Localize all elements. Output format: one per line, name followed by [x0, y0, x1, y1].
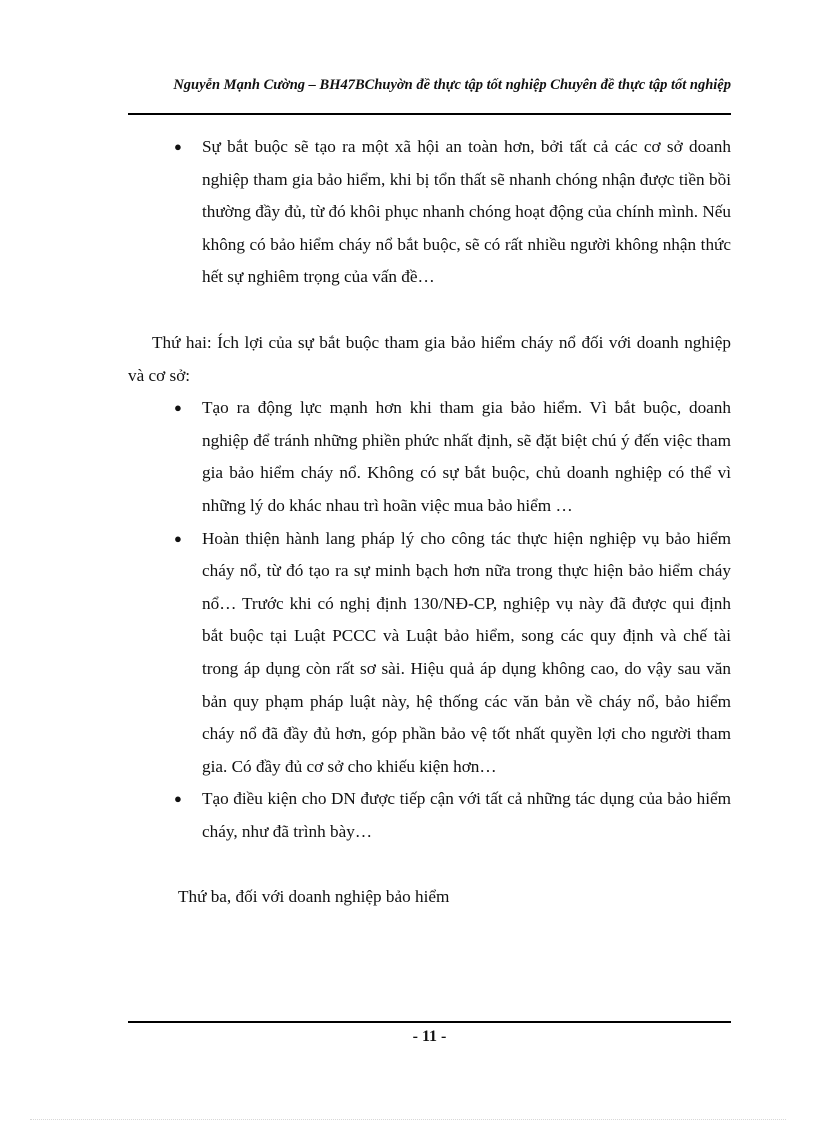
bullet-list-2 [128, 392, 731, 848]
list-item-text: Hoàn thiện hành lang pháp lý cho công tác thực hiện nghiệp vụ bảo hiểm cháy nổ, từ đó tạo ra sự minh bạch hơn nữa trong thực hiện bảo hiểm cháy nổ… Trước khi có nghị định 130/NĐ-CP, nghiệp vụ này đã được qui định bắt buộc tại Luật PCCC và Luật bảo hiểm, song các quy định và chế tài trong áp dụng còn rất sơ sài. Hiệu quả áp dụng không cao, do vậy sau văn bản quy phạm pháp luật này, hệ thống các văn bản về cháy nổ, bảo hiểm cháy nổ đã đầy đủ hơn, góp phần bảo vệ tốt nhất quyền lợi cho người tham gia. Có đầy đủ cơ sở cho khiếu kiện hơn… [202, 528, 731, 776]
paragraph: Thứ ba, đối với doanh nghiệp bảo hiểm [178, 887, 450, 907]
spacer [128, 294, 731, 327]
bullet-icon: ● [174, 530, 182, 546]
list-item [174, 523, 731, 784]
list-item [174, 783, 731, 848]
page-header: Nguyễn Mạnh Cường – BH47BChuyờn đề thực tập tốt nghiệp Chuyên đề thực tập tốt nghiệp [173, 77, 731, 93]
list-item [174, 392, 731, 522]
list-item-text: Tạo ra động lực mạnh hơn khi tham gia bảo hiểm. Vì bắt buộc, doanh nghiệp để tránh những phiền phức nhất định, sẽ đặt biệt chú ý đến việc tham gia bảo hiểm cháy nổ. Không có sự bắt buộc, chủ doanh nghiệp có thể vì những lý do khác nhau trì hoãn việc mua bảo hiểm … [202, 398, 731, 515]
page-number: - 11 - [412, 1028, 447, 1045]
list-item-text: Sự bắt buộc sẽ tạo ra một xã hội an toàn hơn, bởi tất cả các cơ sở doanh nghiệp tham gia bảo hiểm, khi bị tổn thất sẽ nhanh chóng nhận được tiền bồi thường đầy đủ, từ đó khôi phục nhanh chóng hoạt động của chính mình. Nếu không có bảo hiểm cháy nổ bắt buộc, sẽ có rất nhiều người không nhận thức hết sự nghiêm trọng của vấn đề… [202, 137, 731, 287]
bullet-icon: ● [174, 400, 182, 416]
page-edge-divider [30, 1119, 786, 1120]
bullet-icon: ● [174, 791, 182, 807]
list-item [174, 131, 731, 294]
header-rule [128, 113, 731, 115]
bullet-icon: ● [174, 139, 182, 154]
paragraph: Thứ hai: Ích lợi của sự bắt buộc tham gia bảo hiểm cháy nổ đối với doanh nghiệp và cơ sở: [128, 332, 731, 385]
footer-rule [128, 1021, 731, 1023]
body-text [128, 131, 731, 914]
bullet-list-1 [128, 131, 731, 294]
spacer [128, 848, 731, 881]
list-item-text: Tạo điều kiện cho DN được tiếp cận với tất cả những tác dụng của bảo hiểm cháy, như đã trình bày… [202, 789, 731, 841]
